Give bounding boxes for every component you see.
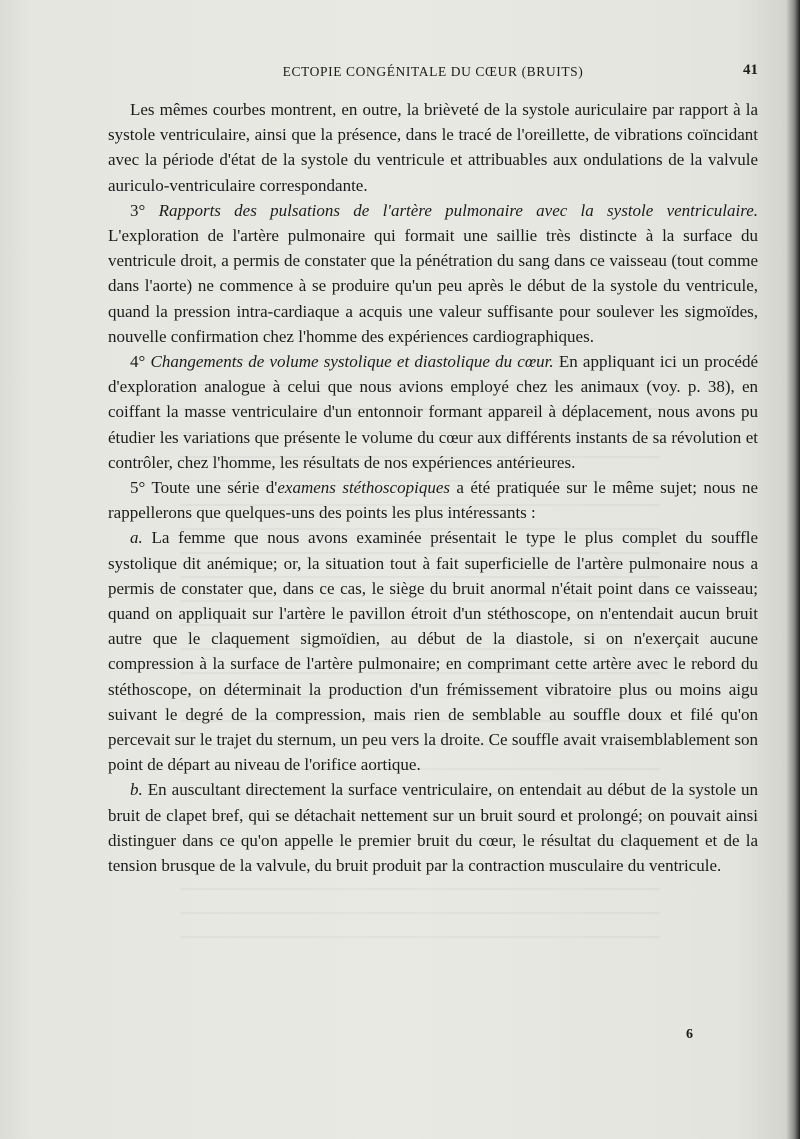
paragraph-intro bbox=[108, 97, 758, 198]
running-header bbox=[108, 62, 758, 84]
paragraph-text: a été pratiquée sur le même sujet; nous ne rappellerons que quelques-uns des points les plus intéressants : bbox=[108, 478, 758, 523]
paragraph-text: En appliquant ici un procédé d'exploration analogue à celui que nous avions employé chez les animaux (voy. p. 38), en coiffant la masse ventriculaire d'un entonnoir formant appareil à déplacement, nous avons pu étudier les variations que présente le volume du cœur aux différents instants de sa révolution et contrôler, chez l'homme, les résultats de nos expériences antérieures. bbox=[108, 352, 758, 472]
signature-mark: 6 bbox=[686, 1027, 693, 1042]
paragraph-section-4 bbox=[108, 349, 758, 475]
paragraph-lead-in: Toute une série d' bbox=[151, 478, 278, 498]
section-number: 5° bbox=[130, 478, 146, 498]
paragraph-item-b bbox=[108, 777, 758, 878]
paragraph-text: Les mêmes courbes montrent, en outre, la brièveté de la systole auriculaire par rapport à la systole ventriculaire, ainsi que la présence, dans le tracé de l'oreillette, de vibrations coïncidant avec la période d'état de la systole du ventricule et attribuables aux ondulations de la valvule auriculo-ventriculaire correspondante. bbox=[108, 100, 758, 195]
section-number: 3° bbox=[130, 200, 146, 220]
paragraph-text: La femme que nous avons examinée présentait le type le plus complet du souffle systolique dit anémique; or, la situation tout à fait superficielle de l'artère pulmonaire nous a permis de constater que, dans ce cas, le siège du bruit anormal n'était point dans ce vaisseau; quand on appliquait sur l'artère le pavillon étroit d'un stéthoscope, on n'entendait aucun bruit autre que le claquement sigmoïdien, au début de la diastole, si on n'exerçait aucune compression à la surface de l'artère pulmonaire; en comprimant cette artère avec le rebord du stéthoscope, on déterminait la production d'un frémissement vibratoire plus ou moins aigu suivant le degré de la compression, mais rien de semblable au souffle doux et filé qu'on percevait sur le trajet du sternum, un peu vers la droite. Ce souffle avait vraisemblablement son point de départ au niveau de l'orifice aortique. bbox=[108, 528, 759, 775]
paragraph-section-5 bbox=[108, 475, 758, 525]
item-letter: b. bbox=[130, 780, 143, 800]
section-number: 4° bbox=[130, 352, 146, 372]
paragraph-text: L'exploration de l'artère pulmonaire qui formait une saillie très distincte à la surface du ventricule droit, a permis de constater que la pénétration du sang dans ce vaisseau (tout comme dans l'aorte) ne commence à se produire qu'un peu après le début de la systole du ventricule, quand la pression intra-cardiaque a acquis une valeur suffisante pour soulever les sigmoïdes, nouvelle confirmation chez l'homme des expériences cardiographiques. bbox=[108, 226, 758, 346]
paragraph-item-a bbox=[108, 525, 758, 777]
paragraph-section-3 bbox=[108, 198, 758, 349]
page-number: 41 bbox=[743, 62, 758, 78]
item-letter: a. bbox=[130, 528, 143, 548]
section-heading: Changements de volume systolique et diastolique du cœur. bbox=[150, 352, 554, 372]
body-text bbox=[108, 97, 758, 878]
section-heading: Rapports des pulsations de l'artère pulmonaire avec la systole ventriculaire. bbox=[158, 200, 758, 220]
section-heading: examens stéthoscopiques bbox=[277, 478, 450, 498]
paragraph-text: En auscultant directement la surface ventriculaire, on entendait au début de la systole un bruit de clapet bref, qui se détachait nettement sur un bruit sourd et prolongé; on pouvait ainsi distinguer dans ce qu'on appelle le premier bruit du cœur, le résultat du claquement et de la tension brusque de la valvule, du bruit produit par la contraction musculaire du ventricule. bbox=[108, 780, 759, 876]
page-edge-shadow bbox=[786, 0, 800, 1139]
running-title: ECTOPIE CONGÉNITALE DU CŒUR (BRUITS) bbox=[282, 64, 584, 79]
